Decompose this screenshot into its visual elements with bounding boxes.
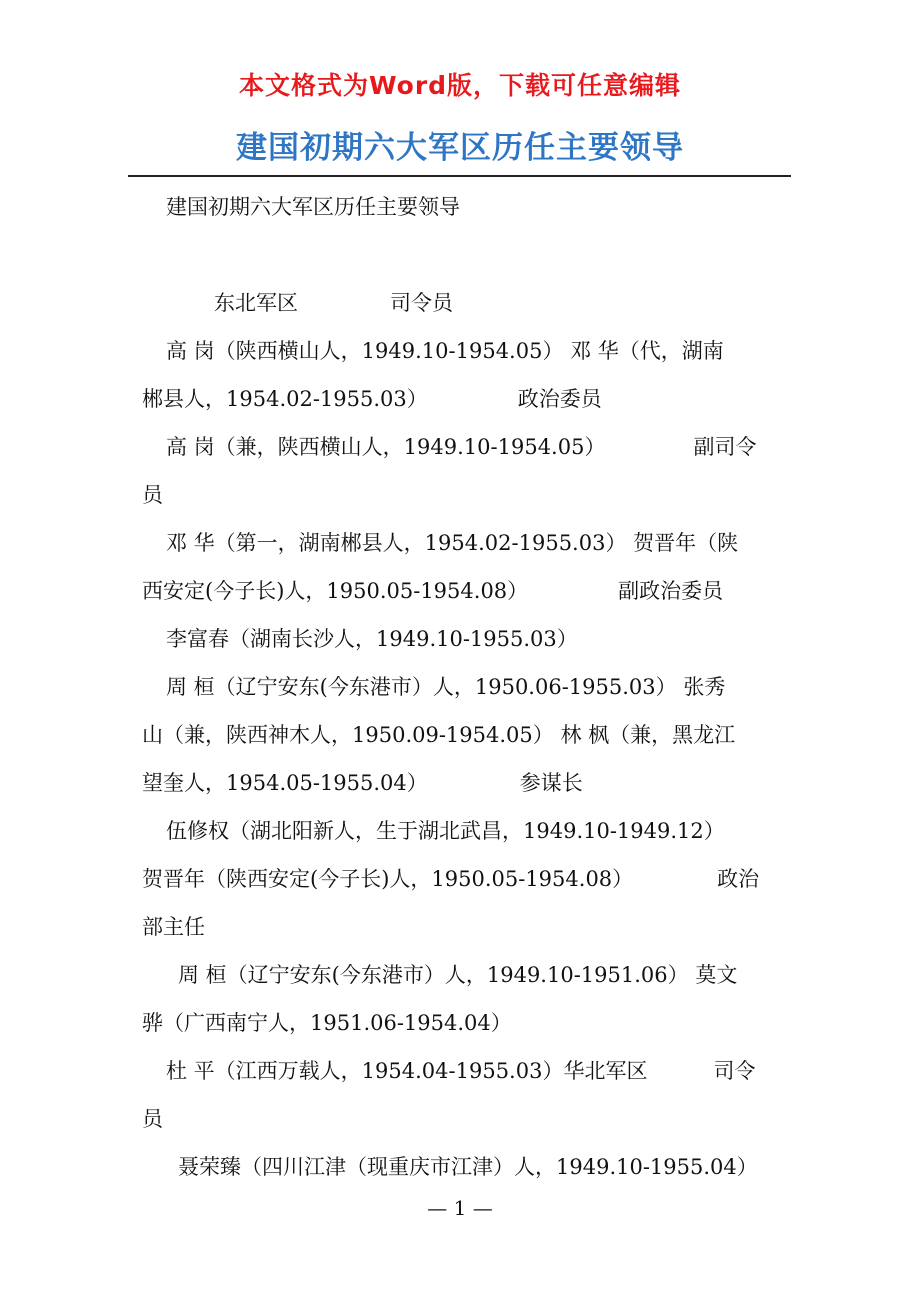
body-line: 员: [142, 1107, 163, 1131]
body-line: 骅（广西南宁人，1951.06-1954.04）: [142, 1011, 512, 1035]
body-line: 邓 华（第一，湖南郴县人，1954.02-1955.03） 贺晋年（陕: [166, 531, 739, 555]
body-line: 周 桓（辽宁安东(今东港市）人，1950.06-1955.03） 张秀: [166, 675, 726, 699]
body-line: 李富春（湖南长沙人，1949.10-1955.03）: [166, 627, 578, 651]
body-line: 部主任: [142, 915, 205, 939]
role-heading: 副政治委员: [618, 579, 724, 603]
body-line: 周 桓（辽宁安东(今东港市）人，1949.10-1951.06） 莫文: [178, 963, 738, 987]
body-line: [142, 279, 782, 327]
body-line: 高 岗（陕西横山人，1949.10-1954.05） 邓 华（代，湖南: [166, 339, 724, 363]
document-title: 建国初期六大军区历任主要领导: [236, 130, 684, 166]
body-line: 建国初期六大军区历任主要领导: [166, 195, 460, 219]
role-heading: 司令员: [390, 291, 453, 315]
format-notice: 本文格式为Word版，下载可任意编辑: [238, 71, 682, 100]
document-body: [142, 183, 782, 1191]
body-line: 聂荣臻（四川江津（现重庆市江津）人，1949.10-1955.04）: [178, 1155, 758, 1179]
role-heading: 参谋长: [519, 771, 583, 795]
body-line: 杜 平（江西万载人，1954.04-1955.03）华北军区 司令: [142, 1047, 782, 1095]
page-number: — 1 —: [427, 1196, 493, 1220]
role-heading: 副司令: [693, 435, 757, 459]
body-line: 山（兼，陕西神木人，1950.09-1954.05） 林 枫（兼，黑龙江: [142, 723, 736, 747]
body-line: 贺晋年（陕西安定(今子长)人，1950.05-1954.08） 政治: [142, 855, 782, 903]
body-line: 西安定(今子长)人，1950.05-1954.08） 副政治委员: [142, 567, 782, 615]
body-line: 高 岗（兼，陕西横山人，1949.10-1954.05） 副司令: [142, 423, 782, 471]
region-heading: 东北军区: [214, 291, 298, 315]
body-line: 伍修权（湖北阳新人，生于湖北武昌，1949.10-1949.12）: [166, 819, 725, 843]
role-heading: 司令: [713, 1059, 756, 1083]
header-divider: [128, 175, 791, 177]
blank-line: [142, 231, 782, 279]
body-line: 员: [142, 483, 163, 507]
role-heading: 政治委员: [517, 387, 602, 411]
role-heading: 政治: [717, 867, 760, 891]
body-line: 望奎人，1954.05-1955.04） 参谋长: [142, 759, 782, 807]
body-line: 郴县人，1954.02-1955.03） 政治委员: [142, 375, 782, 423]
